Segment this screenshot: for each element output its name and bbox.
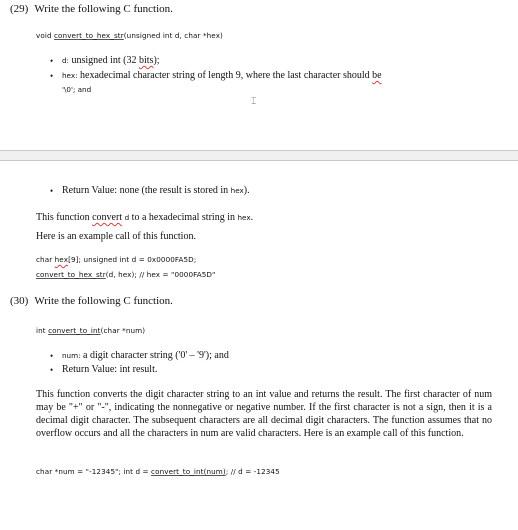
code-line-1: char hex[9]; unsigned int d = 0x0000FA5D;: [36, 255, 197, 264]
question-29-heading: [10, 3, 173, 15]
return-list: [52, 184, 494, 198]
function-name: convert_to_int: [48, 326, 101, 335]
document-page-1: [0, 0, 518, 151]
question-number: (29): [10, 3, 29, 15]
list-item: • d: unsigned int (32 bits);: [52, 54, 494, 68]
function-description: This function converts the digit character string to an int value and returns the result. The first character of num may be "+" or "-", indicating the nonnegative or negative number. If the first character is not a sign, then it is a decimal digit character. The subsequent characters are all decimal digit characters. The function assumes that no overflow occurs and all the characters in num are valid characters. Here is an example call of this function.: [36, 389, 492, 439]
example-intro: Here is an example call of this function.: [36, 231, 196, 242]
question-30-heading: [10, 295, 173, 307]
document-page-2: [0, 160, 518, 530]
text-cursor-icon: ⌶: [251, 97, 257, 107]
parameter-list: [52, 349, 494, 377]
parameter-list: [52, 54, 494, 97]
code-line-2: convert_to_hex_str(d, hex); // hex = "0000FA5D": [36, 270, 216, 279]
question-number: (30): [10, 295, 29, 307]
function-signature: int convert_to_int(char *num): [36, 326, 146, 335]
list-item: • Return Value: int result.: [52, 363, 494, 377]
code-line-1: char *num = "-12345"; int d = convert_to_int(num); // d = -12345: [36, 467, 280, 476]
function-name: convert_to_hex_str: [54, 31, 124, 40]
list-item: • Return Value: none (the result is stored in hex).: [52, 184, 494, 198]
list-item: • num: a digit character string ('0' – '9'); and: [52, 349, 494, 363]
list-item: • hex: hexadecimal character string of length 9, where the last character should be '\0'; and: [52, 69, 494, 97]
question-title: Write the following C function.: [34, 295, 173, 307]
function-description: This function convert d to a hexadecimal string in hex.: [36, 212, 254, 223]
question-title: Write the following C function.: [34, 3, 173, 15]
function-signature: void convert_to_hex_str(unsigned int d, char *hex): [36, 31, 223, 40]
